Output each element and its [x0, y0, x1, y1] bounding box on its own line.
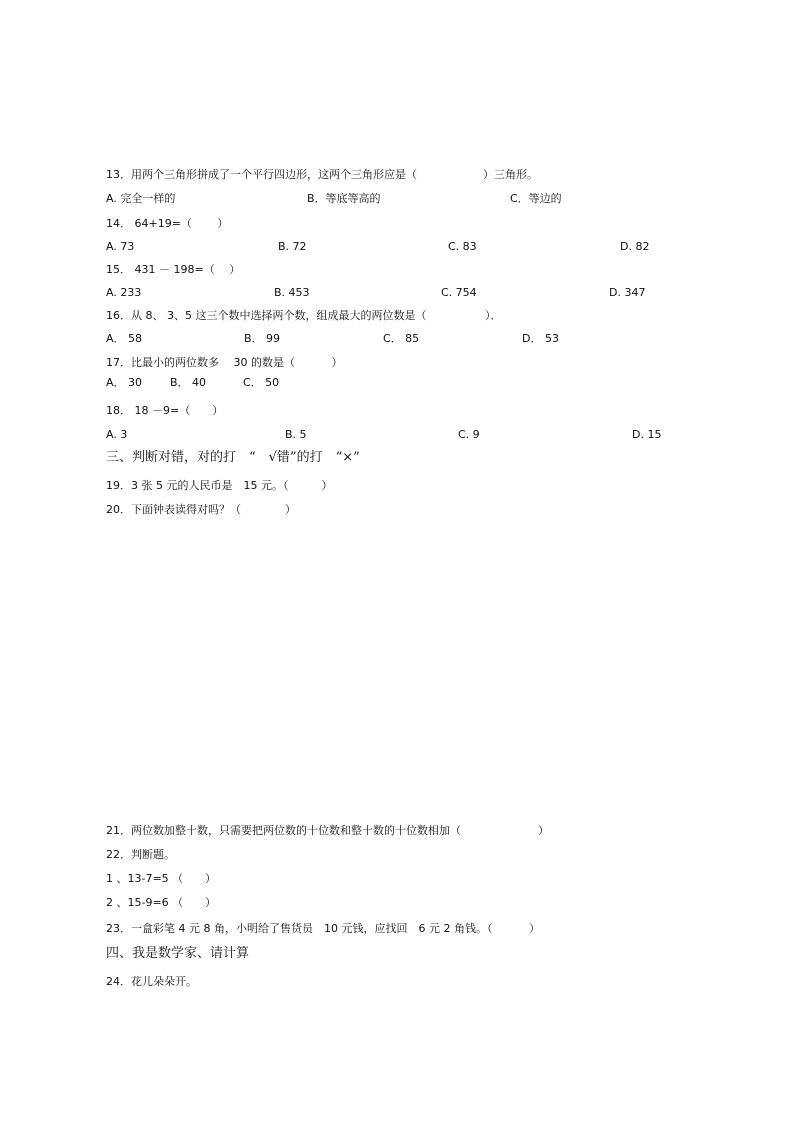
question-17-option-c[interactable]: C． 50 [243, 376, 280, 389]
question-15-option-d[interactable]: D. 347 [609, 286, 646, 299]
question-18-option-b[interactable]: B. 5 [285, 428, 307, 441]
question-13-stem: 13．用两个三角形拼成了一个平行四边形，这两个三角形应是（ ）三角形。 [106, 168, 538, 181]
section-3-heading: 三、判断对错，对的打 “ √错”的打 “×” [106, 450, 360, 465]
question-23: 23．一盒彩笔 4 元 8 角，小明给了售货员 10 元钱，应找回 6 元 2 角钱。（ ） [106, 922, 540, 935]
question-17-stem: 17．比最小的两位数多 30 的数是（ ） [106, 356, 343, 369]
question-18-stem: 18． 18 －9=（ ） [106, 404, 224, 417]
question-16-option-c[interactable]: C． 85 [383, 332, 420, 345]
question-13-option-a[interactable]: A. 完全一样的 [106, 192, 176, 205]
question-15-option-b[interactable]: B. 453 [274, 286, 310, 299]
question-14-option-c[interactable]: C. 83 [448, 240, 477, 253]
clock-figure-area [106, 525, 686, 815]
question-22-item-2: 2 、15-9=6 （ ） [106, 896, 217, 909]
question-17-option-b[interactable]: B． 40 [170, 376, 207, 389]
question-13-option-b[interactable]: B．等底等高的 [307, 192, 381, 205]
question-19: 19．3 张 5 元的人民币是 15 元。（ ） [106, 479, 333, 492]
question-18-option-c[interactable]: C. 9 [458, 428, 480, 441]
question-15-option-a[interactable]: A. 233 [106, 286, 142, 299]
question-21: 21．两位数加整十数，只需要把两位数的十位数和整十数的十位数相加（ ） [106, 824, 549, 837]
question-22-stem: 22．判断题。 [106, 848, 175, 861]
question-24: 24．花儿朵朵开。 [106, 975, 197, 988]
question-17-option-a[interactable]: A． 30 [106, 376, 143, 389]
section-4-heading: 四、我是数学家、请计算 [106, 946, 250, 961]
question-15-stem: 15． 431 － 198=（ ） [106, 263, 241, 276]
question-16-option-b[interactable]: B． 99 [244, 332, 281, 345]
question-22-item-1: 1 、13-7=5 （ ） [106, 872, 217, 885]
question-16-option-d[interactable]: D． 53 [522, 332, 559, 345]
question-15-option-c[interactable]: C. 754 [441, 286, 477, 299]
question-18-option-a[interactable]: A. 3 [106, 428, 128, 441]
question-16-option-a[interactable]: A． 58 [106, 332, 143, 345]
question-13-option-c[interactable]: C．等边的 [510, 192, 562, 205]
question-18-option-d[interactable]: D. 15 [632, 428, 662, 441]
question-14-option-b[interactable]: B. 72 [278, 240, 307, 253]
question-14-stem: 14． 64+19=（ ） [106, 217, 229, 230]
question-20: 20．下面钟表读得对吗？（ ） [106, 503, 296, 516]
question-14-option-d[interactable]: D. 82 [620, 240, 650, 253]
question-14-option-a[interactable]: A. 73 [106, 240, 135, 253]
question-16-stem: 16．从 8、 3、5 这三个数中选择两个数，组成最大的两位数是（ ）． [106, 309, 502, 322]
